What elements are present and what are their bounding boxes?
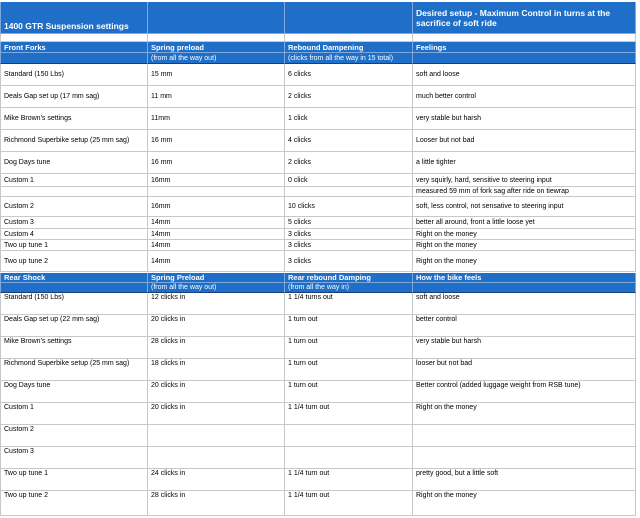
rear-row-2 [0, 337, 640, 359]
rear-row-5-col-1[interactable]: 20 clicks in [148, 403, 285, 425]
front-row-1 [0, 86, 640, 108]
rear-row-2-col-3[interactable]: very stable but harsh [413, 337, 636, 359]
rear-row-7-col-0[interactable]: Custom 3 [0, 447, 148, 469]
front-row-8-col-3[interactable]: better all around, front a little loose yet [413, 217, 636, 229]
front-row-10-col-3[interactable]: Right on the money [413, 240, 636, 251]
front-row-0-col-1[interactable]: 15 mm [148, 64, 285, 86]
rear-row-0-col-1[interactable]: 12 clicks in [148, 293, 285, 315]
rear-row-1 [0, 315, 640, 337]
front-row-4-col-0[interactable]: Dog Days tune [0, 152, 148, 174]
title-row-col-1[interactable] [148, 2, 285, 34]
rear-row-7-col-2[interactable] [285, 447, 413, 469]
rear-row-1-col-0[interactable]: Deals Gap set up (22 mm sag) [0, 315, 148, 337]
front-row-3-col-0[interactable]: Richmond Superbike setup (25 mm sag) [0, 130, 148, 152]
front-header-row-col-2[interactable]: Rebound Dampening [285, 42, 413, 53]
front-row-3-col-2[interactable]: 4 clicks [285, 130, 413, 152]
rear-row-5 [0, 403, 640, 425]
rear-header-row-col-2[interactable]: Rear rebound Damping [285, 273, 413, 283]
rear-row-6-col-1[interactable] [148, 425, 285, 447]
front-row-6-col-1[interactable] [148, 187, 285, 197]
spacer-row [0, 34, 640, 42]
front-subheader-row-col-2[interactable]: (clicks from all the way in 15 total) [285, 53, 413, 64]
rear-row-4-col-0[interactable]: Dog Days tune [0, 381, 148, 403]
front-row-11 [0, 251, 640, 272]
front-row-1-col-3[interactable]: much better control [413, 86, 636, 108]
rear-row-5-col-3[interactable]: Right on the money [413, 403, 636, 425]
front-row-6-col-3[interactable]: measured 59 mm of fork sag after ride on tiewrap [413, 187, 636, 197]
rear-row-8-col-2[interactable]: 1 1/4 turn out [285, 469, 413, 491]
front-row-5 [0, 174, 640, 187]
front-header-row [0, 42, 640, 53]
rear-row-9-col-3[interactable]: Right on the money [413, 491, 636, 516]
front-row-8-col-1[interactable]: 14mm [148, 217, 285, 229]
front-row-3-col-3[interactable]: Looser but not bad [413, 130, 636, 152]
front-row-5-col-1[interactable]: 16mm [148, 174, 285, 187]
front-row-7-col-1[interactable]: 16mm [148, 197, 285, 217]
rear-header-row-col-1[interactable]: Spring Preload [148, 273, 285, 283]
rear-row-8-col-3[interactable]: pretty good, but a little soft [413, 469, 636, 491]
front-row-9-col-0[interactable]: Custom 4 [0, 229, 148, 240]
rear-row-3 [0, 359, 640, 381]
front-row-2-col-2[interactable]: 1 click [285, 108, 413, 130]
front-header-row-col-1[interactable]: Spring preload [148, 42, 285, 53]
front-row-11-col-2[interactable]: 3 clicks [285, 251, 413, 272]
rear-row-6-col-2[interactable] [285, 425, 413, 447]
front-row-1-col-0[interactable]: Deals Gap set up (17 mm sag) [0, 86, 148, 108]
rear-row-4 [0, 381, 640, 403]
front-row-2 [0, 108, 640, 130]
rear-row-7-col-1[interactable] [148, 447, 285, 469]
front-subheader-row-col-3[interactable] [413, 53, 636, 64]
front-row-8 [0, 217, 640, 229]
front-row-6-col-2[interactable] [285, 187, 413, 197]
front-row-11-col-3[interactable]: Right on the money [413, 251, 636, 272]
spacer-row-col-0[interactable] [0, 34, 148, 42]
front-row-4-col-1[interactable]: 16 mm [148, 152, 285, 174]
front-subheader-row-col-0[interactable] [0, 53, 148, 64]
front-row-11-col-1[interactable]: 14mm [148, 251, 285, 272]
front-row-4 [0, 152, 640, 174]
rear-row-1-col-2[interactable]: 1 turn out [285, 315, 413, 337]
rear-row-0 [0, 293, 640, 315]
front-row-1-col-1[interactable]: 11 mm [148, 86, 285, 108]
front-row-10-col-0[interactable]: Two up tune 1 [0, 240, 148, 251]
front-row-11-col-0[interactable]: Two up tune 2 [0, 251, 148, 272]
rear-row-9-col-1[interactable]: 28 clicks in [148, 491, 285, 516]
spacer-row-col-2[interactable] [285, 34, 413, 42]
rear-row-3-col-1[interactable]: 18 clicks in [148, 359, 285, 381]
rear-header-row-col-3[interactable]: How the bike feels [413, 273, 636, 283]
rear-row-5-col-2[interactable]: 1 1/4 turn out [285, 403, 413, 425]
rear-row-9 [0, 491, 640, 516]
rear-header-row [0, 273, 640, 283]
rear-row-3-col-3[interactable]: looser but not bad [413, 359, 636, 381]
rear-row-0-col-2[interactable]: 1 1/4 turns out [285, 293, 413, 315]
front-subheader-row [0, 53, 640, 64]
front-row-0-col-2[interactable]: 6 clicks [285, 64, 413, 86]
rear-row-1-col-3[interactable]: better control [413, 315, 636, 337]
front-row-5-col-3[interactable]: very squirly, hard, sensitive to steering input [413, 174, 636, 187]
front-header-row-col-0[interactable]: Front Forks [0, 42, 148, 53]
front-row-7 [0, 197, 640, 217]
front-row-3 [0, 130, 640, 152]
front-row-2-col-1[interactable]: 11mm [148, 108, 285, 130]
front-row-4-col-3[interactable]: a little tighter [413, 152, 636, 174]
front-subheader-row-col-1[interactable]: (from all the way out) [148, 53, 285, 64]
front-row-9-col-3[interactable]: Right on the money [413, 229, 636, 240]
spacer-row-col-1[interactable] [148, 34, 285, 42]
rear-row-0-col-3[interactable]: soft and loose [413, 293, 636, 315]
rear-row-7-col-3[interactable] [413, 447, 636, 469]
title-row [0, 2, 640, 34]
front-row-7-col-2[interactable]: 10 clicks [285, 197, 413, 217]
front-row-10 [0, 240, 640, 251]
front-row-10-col-1[interactable]: 14mm [148, 240, 285, 251]
rear-row-2-col-0[interactable]: Mike Brown's settings [0, 337, 148, 359]
front-row-0-col-0[interactable]: Standard (150 Lbs) [0, 64, 148, 86]
rear-row-4-col-3[interactable]: Better control (added luggage weight from RSB tune) [413, 381, 636, 403]
front-row-10-col-2[interactable]: 3 clicks [285, 240, 413, 251]
rear-row-2-col-1[interactable]: 28 clicks in [148, 337, 285, 359]
front-row-4-col-2[interactable]: 2 clicks [285, 152, 413, 174]
front-row-5-col-0[interactable]: Custom 1 [0, 174, 148, 187]
rear-row-4-col-1[interactable]: 20 clicks in [148, 381, 285, 403]
rear-subheader-row-col-3[interactable] [413, 283, 636, 293]
front-header-row-col-3[interactable]: Feelings [413, 42, 636, 53]
title-row-col-0[interactable]: 1400 GTR Suspension settings [0, 2, 148, 34]
spacer-row-col-3[interactable] [413, 34, 636, 42]
rear-row-6-col-0[interactable]: Custom 2 [0, 425, 148, 447]
rear-row-2-col-2[interactable]: 1 turn out [285, 337, 413, 359]
front-row-2-col-3[interactable]: very stable but harsh [413, 108, 636, 130]
front-row-6 [0, 187, 640, 197]
rear-row-4-col-2[interactable]: 1 turn out [285, 381, 413, 403]
title-row-col-3[interactable]: Desired setup - Maximum Control in turns at the sacrifice of soft ride [413, 2, 636, 34]
rear-row-5-col-0[interactable]: Custom 1 [0, 403, 148, 425]
front-row-1-col-2[interactable]: 2 clicks [285, 86, 413, 108]
front-row-5-col-2[interactable]: 0 click [285, 174, 413, 187]
title-row-col-2[interactable] [285, 2, 413, 34]
front-row-8-col-2[interactable]: 5 clicks [285, 217, 413, 229]
rear-subheader-row [0, 283, 640, 293]
rear-row-3-col-2[interactable]: 1 turn out [285, 359, 413, 381]
rear-subheader-row-col-1[interactable]: (from all the way out) [148, 283, 285, 293]
front-row-7-col-3[interactable]: soft, less control, not sensative to steering input [413, 197, 636, 217]
front-row-8-col-0[interactable]: Custom 3 [0, 217, 148, 229]
rear-row-9-col-0[interactable]: Two up tune 2 [0, 491, 148, 516]
rear-row-1-col-1[interactable]: 20 clicks in [148, 315, 285, 337]
rear-row-3-col-0[interactable]: Richmond Superbike setup (25 mm sag) [0, 359, 148, 381]
rear-row-8 [0, 469, 640, 491]
rear-row-6-col-3[interactable] [413, 425, 636, 447]
rear-row-7 [0, 447, 640, 469]
front-row-0-col-3[interactable]: soft and loose [413, 64, 636, 86]
rear-row-8-col-0[interactable]: Two up tune 1 [0, 469, 148, 491]
front-row-3-col-1[interactable]: 16 mm [148, 130, 285, 152]
rear-row-8-col-1[interactable]: 24 clicks in [148, 469, 285, 491]
front-row-0 [0, 64, 640, 86]
front-row-9 [0, 229, 640, 240]
front-row-6-col-0[interactable] [0, 187, 148, 197]
front-row-9-col-2[interactable]: 3 clicks [285, 229, 413, 240]
rear-row-9-col-2[interactable]: 1 1/4 turn out [285, 491, 413, 516]
rear-subheader-row-col-2[interactable]: (from all the way in) [285, 283, 413, 293]
rear-row-6 [0, 425, 640, 447]
rear-subheader-row-col-0[interactable] [0, 283, 148, 293]
rear-row-0-col-0[interactable]: Standard (150 Lbs) [0, 293, 148, 315]
front-row-2-col-0[interactable]: Mike Brown's settings [0, 108, 148, 130]
rear-header-row-col-0[interactable]: Rear Shock [0, 273, 148, 283]
front-row-9-col-1[interactable]: 14mm [148, 229, 285, 240]
front-row-7-col-0[interactable]: Custom 2 [0, 197, 148, 217]
